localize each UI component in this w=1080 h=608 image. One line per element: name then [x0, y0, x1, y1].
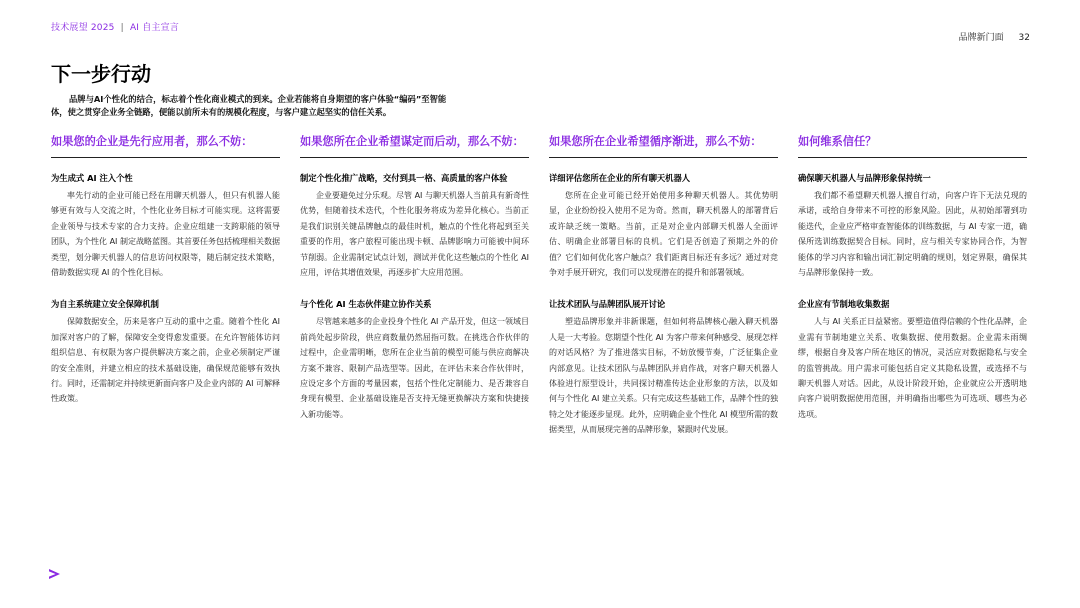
section-body: 人与 AI 关系正日益紧密。要塑造值得信赖的个性化品牌，企业需有节制地建立关系、收集数据、使用数据。企业需未雨绸缪，根据自身及客户所在地区的情况，灵活应对数据隐私与安全的监管挑战。用户需求可能包括自定义其隐私设置，或选择不与聊天机器人对话。因此，从设计阶段开始，企业就应公开透明地向客户说明数据使用范围，并明确指出哪些为可选项、哪些为必选项。 [798, 317, 1027, 419]
column-heading: 如果您所在企业希望谋定而后动，那么不妨： [300, 134, 529, 158]
section-title: 企业应有节制地收集数据 [798, 299, 890, 310]
section-name: 品牌新门面 [958, 33, 1004, 43]
section-title: 确保聊天机器人与品牌形象保持统一 [798, 173, 931, 183]
section-title: 为生成式 AI 注入个性 [51, 173, 133, 183]
section-body: 率先行动的企业可能已经在用聊天机器人，但只有机器人能够更有效与人交流之时，个性化业务目标才可能实现。这将需要企业领导与技术专家的合力支持。企业应组建一支跨职能的领导团队，为个性化 AI 制定战略蓝图。其首要任务包括梳理相关数据类型，划分聊天机器人的信息访问权限等，随后制定技术策略，借助数据实现 AI 的个性化目标。 [51, 191, 280, 278]
page-title: 下一步行动 [51, 62, 151, 86]
report-subtitle: AI 自主宣言 [129, 23, 180, 33]
section [300, 298, 529, 422]
column-heading: 如果您的企业是先行应用者，那么不妨： [51, 134, 280, 158]
page-number: 32 [1018, 33, 1030, 43]
chevron-right-icon [47, 566, 63, 582]
section-body: 企业要避免过分乐观。尽管 AI 与聊天机器人当前具有新奇性优势，但随着技术迭代，个性化服务将成为差异化核心。当前正是我们识别关键品牌触点的最佳时机，触点的个性化将起到至关重要的作用，客户旅程可能出现卡顿、品牌影响力可能被中间环节削弱。企业需制定试点计划，测试并优化这些触点的个性化 AI 应用，评估其增值效果，再逐步扩大应用范围。 [300, 191, 529, 278]
report-title: 技术展望 2025 [51, 23, 115, 33]
column-deliberate [300, 134, 529, 422]
section [549, 172, 778, 280]
page-header-right [959, 30, 1030, 43]
section-body: 塑造品牌形象并非新课题，但如何将品牌核心融入聊天机器人是一大考验。您期望个性化 AI 为客户带来何种感受、展现怎样的对话风格？为了推进落实目标，不妨放慢节奏，广泛征集企业内部意见。让技术团队与品牌团队并肩作战，对客户聊天机器人体验进行原型设计，共同探讨精准传达企业形象的方法，以及如何与个性化 AI 建立关系。只有完成这些基础工作，品牌个性的独特之处才能逐步显现。此外，应明确企业个性化 AI 模型所需的数据类型，从而展现完善的品牌形象，紧跟时代发展。 [549, 317, 778, 435]
section-body: 您所在企业可能已经开始使用多种聊天机器人。其优势明显，企业纷纷投入使用不足为奇。然而，聊天机器人的部署背后或许缺乏统一策略。当前，正是对企业内部聊天机器人全面评估、明确企业部署目标的良机。它们是否创造了预期之外的价值？它们如何优化客户触点？我们距离目标还有多远？通过对竞争对手展开研究，我们可以发现潜在的提升和部署领域。 [549, 191, 778, 278]
header-separator: | [120, 23, 124, 33]
section-body: 尽管越来越多的企业投身个性化 AI 产品开发，但这一领域目前尚处起步阶段，供应商数量仍然屈指可数。在挑选合作伙伴的过程中，企业需明晰，您所在企业当前的模型可能与供应商解决方案不兼容、限制产品选型等。因此，在评估未来合作伙伴时，应设定多个方面的考量因素，包括个性化定制能力、是否兼容自身现有模型、企业基础设施是否支持无缝更换解决方案和快捷接入新功能等。 [300, 317, 529, 419]
section [798, 298, 1027, 422]
column-heading: 如何维系信任？ [798, 134, 1027, 158]
section-title: 与个性化 AI 生态伙伴建立协作关系 [300, 299, 432, 310]
section [51, 298, 280, 406]
section [798, 172, 1027, 280]
column-early-adopter [51, 134, 280, 407]
section [300, 172, 529, 280]
intro-paragraph: 品牌与AI个性化的结合，标志着个性化商业模式的到来。企业若能将自身期望的客户体验“编码”至智能体，使之贯穿企业务全链路，便能以前所未有的规模化程度，与客户建立起坚实的信任关系。 [51, 94, 447, 117]
report-header [51, 20, 179, 33]
section [51, 172, 280, 280]
section [549, 298, 778, 437]
column-gradual [549, 134, 778, 438]
section-title: 为自主系统建立安全保障机制 [51, 299, 159, 310]
section-body: 我们都不希望聊天机器人擅自行动，向客户许下无法兑现的承诺，或给自身带来不可控的形象风险。因此，从初始部署到功能迭代，企业应严格审查智能体的训练数据，与 AI 专家一道，确保所选训练数据契合目标。同时，应与相关专家协同合作，为智能体的学习内容和输出词汇制定明确的规则，划定界限，确保其与品牌形象保持一致。 [798, 191, 1027, 278]
column-heading: 如果您所在企业希望循序渐进，那么不妨： [549, 134, 778, 158]
column-trust [798, 134, 1027, 422]
section-title: 详细评估您所在企业的所有聊天机器人 [549, 173, 691, 183]
section-body: 保障数据安全，历来是客户互动的重中之重。随着个性化 AI 加深对客户的了解，保障安全变得愈发重要。在允许智能体访问组织信息、有权限为客户提供解决方案之前，企业必须制定严谨的安全准则，并建立相应的技术基础设施，确保规范能够有效执行。同时，还需制定并持续更新面向客户及企业内部的 AI 可解释性政策。 [51, 317, 280, 404]
section-title: 制定个性化推广战略，交付到具一格、高质量的客户体验 [300, 173, 508, 183]
section-title: 让技术团队与品牌团队展开讨论 [549, 299, 666, 310]
